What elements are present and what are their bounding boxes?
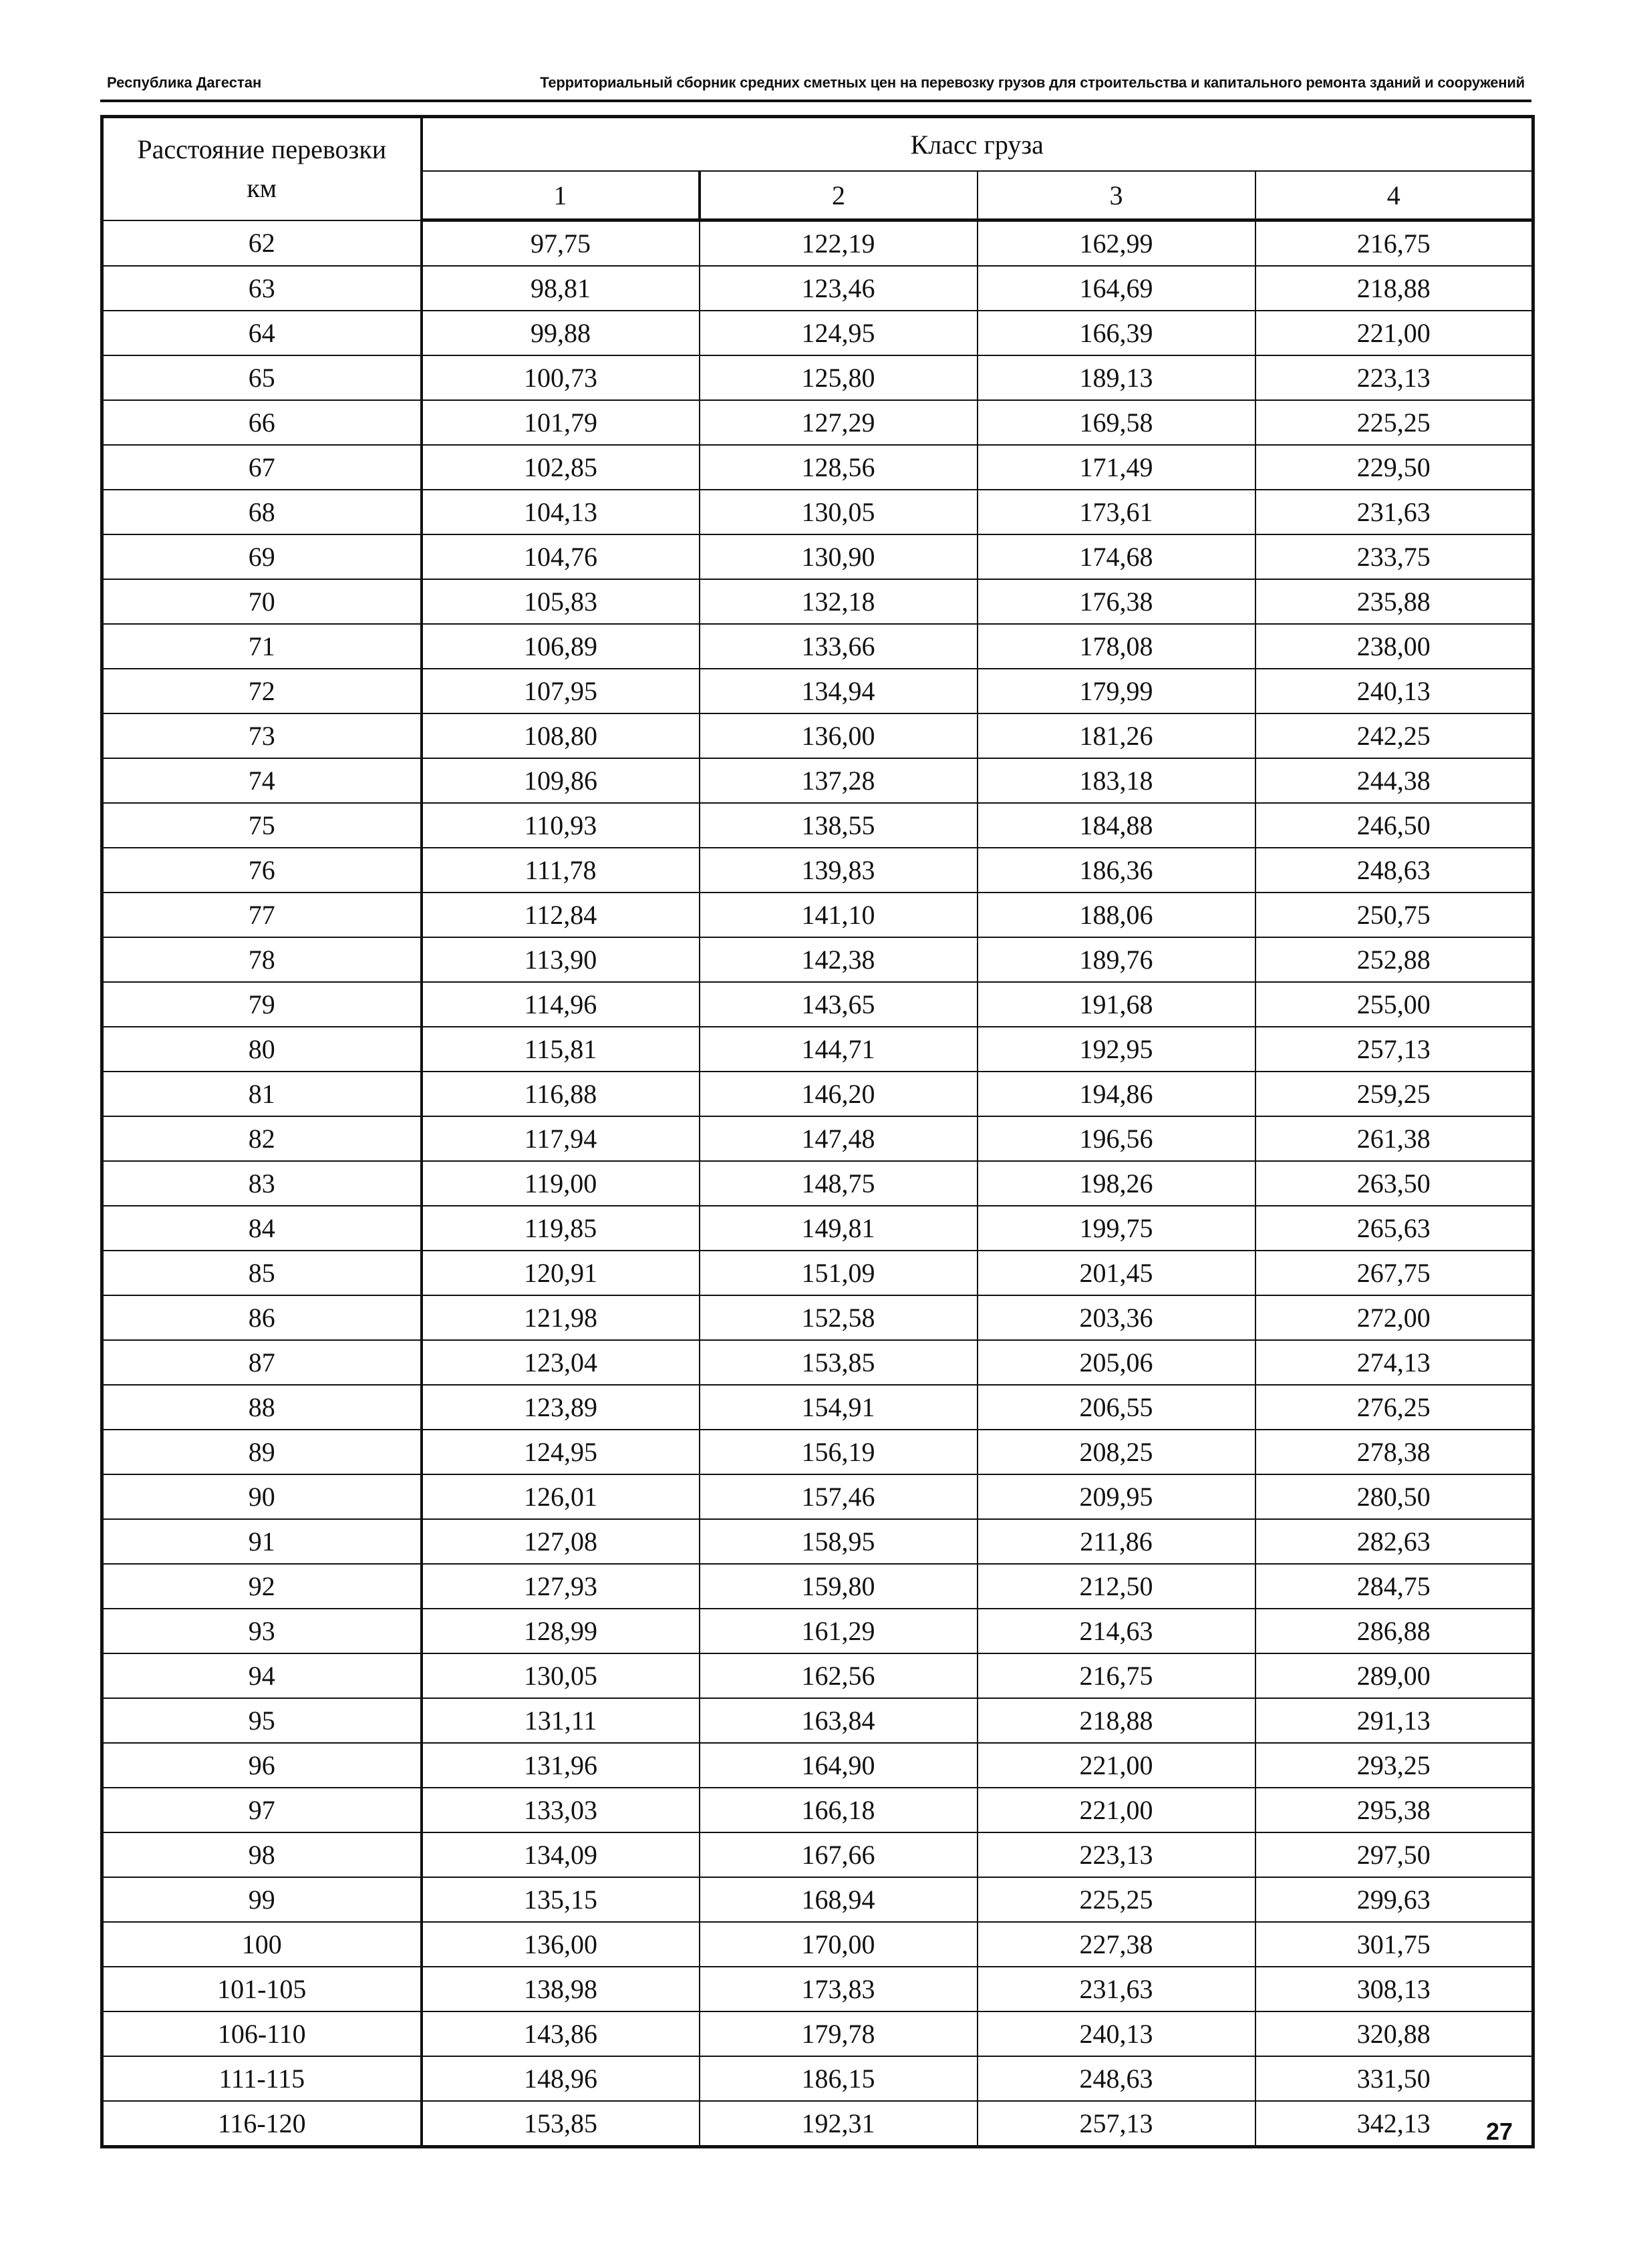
class-1-cell: 119,00 bbox=[422, 1161, 700, 1206]
class-3-cell: 166,39 bbox=[978, 311, 1255, 355]
class-4-cell: 261,38 bbox=[1255, 1116, 1533, 1161]
class-2-cell: 164,90 bbox=[700, 1743, 978, 1788]
class-1-cell: 133,03 bbox=[422, 1788, 700, 1832]
class-1-cell: 106,89 bbox=[422, 624, 700, 669]
distance-cell: 62 bbox=[102, 220, 422, 267]
class-4-cell: 235,88 bbox=[1255, 579, 1533, 624]
distance-cell: 65 bbox=[102, 355, 422, 400]
class-3-cell: 171,49 bbox=[978, 445, 1255, 490]
class-4-cell: 242,25 bbox=[1255, 713, 1533, 758]
class-2-cell: 159,80 bbox=[700, 1564, 978, 1609]
distance-cell: 73 bbox=[102, 713, 422, 758]
class-1-cell: 100,73 bbox=[422, 355, 700, 400]
class-1-cell: 148,96 bbox=[422, 2056, 700, 2101]
class-1-cell: 116,88 bbox=[422, 1072, 700, 1116]
distance-column-header bbox=[102, 117, 422, 220]
table-row bbox=[102, 1832, 1533, 1877]
class-2-cell: 130,90 bbox=[700, 534, 978, 579]
class-4-cell: 218,88 bbox=[1255, 266, 1533, 311]
class-4-cell: 233,75 bbox=[1255, 534, 1533, 579]
class-1-cell: 123,04 bbox=[422, 1340, 700, 1385]
distance-cell: 71 bbox=[102, 624, 422, 669]
table-row bbox=[102, 758, 1533, 803]
distance-cell: 100 bbox=[102, 1922, 422, 1967]
class-1-cell: 114,96 bbox=[422, 982, 700, 1027]
class-3-cell: 231,63 bbox=[978, 1967, 1255, 2011]
class-3-cell: 176,38 bbox=[978, 579, 1255, 624]
class-1-cell: 110,93 bbox=[422, 803, 700, 848]
table-row bbox=[102, 2011, 1533, 2056]
class-4-cell: 225,25 bbox=[1255, 400, 1533, 445]
distance-cell: 70 bbox=[102, 579, 422, 624]
table-row bbox=[102, 1653, 1533, 1698]
table-row bbox=[102, 445, 1533, 490]
distance-cell: 86 bbox=[102, 1295, 422, 1340]
class-2-cell: 148,75 bbox=[700, 1161, 978, 1206]
class-1-cell: 119,85 bbox=[422, 1206, 700, 1251]
class-2-cell: 173,83 bbox=[700, 1967, 978, 2011]
class-4-cell: 280,50 bbox=[1255, 1474, 1533, 1519]
table-row bbox=[102, 1788, 1533, 1832]
class-2-cell: 123,46 bbox=[700, 266, 978, 311]
class-1-cell: 111,78 bbox=[422, 848, 700, 893]
class-4-cell: 216,75 bbox=[1255, 220, 1533, 267]
table-row bbox=[102, 1027, 1533, 1072]
class-3-cell: 221,00 bbox=[978, 1788, 1255, 1832]
distance-cell: 75 bbox=[102, 803, 422, 848]
distance-cell: 99 bbox=[102, 1877, 422, 1922]
table-row bbox=[102, 579, 1533, 624]
class-4-cell: 291,13 bbox=[1255, 1698, 1533, 1743]
distance-cell: 78 bbox=[102, 937, 422, 982]
class-3-cell: 188,06 bbox=[978, 893, 1255, 937]
table-row bbox=[102, 1251, 1533, 1295]
class-2-cell: 141,10 bbox=[700, 893, 978, 937]
class-1-cell: 105,83 bbox=[422, 579, 700, 624]
class-4-cell: 297,50 bbox=[1255, 1832, 1533, 1877]
class-4-cell: 278,38 bbox=[1255, 1430, 1533, 1474]
distance-header-line1: Расстояние перевозки bbox=[137, 134, 387, 164]
class-1-cell: 113,90 bbox=[422, 937, 700, 982]
class-4-cell: 267,75 bbox=[1255, 1251, 1533, 1295]
class-4-cell: 293,25 bbox=[1255, 1743, 1533, 1788]
class-3-cell: 227,38 bbox=[978, 1922, 1255, 1967]
distance-cell: 111-115 bbox=[102, 2056, 422, 2101]
class-3-cell: 218,88 bbox=[978, 1698, 1255, 1743]
class-3-cell: 201,45 bbox=[978, 1251, 1255, 1295]
class-1-cell: 102,85 bbox=[422, 445, 700, 490]
distance-cell: 106-110 bbox=[102, 2011, 422, 2056]
class-2-cell: 192,31 bbox=[700, 2101, 978, 2147]
distance-cell: 69 bbox=[102, 534, 422, 579]
class-2-cell: 147,48 bbox=[700, 1116, 978, 1161]
class-4-cell: 308,13 bbox=[1255, 1967, 1533, 2011]
class-column-header: 1 bbox=[422, 171, 700, 220]
table-row bbox=[102, 713, 1533, 758]
table-row bbox=[102, 937, 1533, 982]
class-2-cell: 122,19 bbox=[700, 220, 978, 267]
class-4-cell: 286,88 bbox=[1255, 1609, 1533, 1653]
distance-cell: 92 bbox=[102, 1564, 422, 1609]
class-1-cell: 104,13 bbox=[422, 490, 700, 534]
class-3-cell: 186,36 bbox=[978, 848, 1255, 893]
distance-cell: 67 bbox=[102, 445, 422, 490]
class-4-cell: 276,25 bbox=[1255, 1385, 1533, 1430]
distance-cell: 79 bbox=[102, 982, 422, 1027]
class-1-cell: 112,84 bbox=[422, 893, 700, 937]
class-3-cell: 183,18 bbox=[978, 758, 1255, 803]
class-3-cell: 179,99 bbox=[978, 669, 1255, 713]
distance-cell: 68 bbox=[102, 490, 422, 534]
class-4-cell: 301,75 bbox=[1255, 1922, 1533, 1967]
distance-cell: 82 bbox=[102, 1116, 422, 1161]
class-2-cell: 124,95 bbox=[700, 311, 978, 355]
running-header bbox=[100, 70, 1531, 102]
distance-cell: 87 bbox=[102, 1340, 422, 1385]
table-row bbox=[102, 1564, 1533, 1609]
table-row bbox=[102, 2101, 1533, 2147]
class-3-cell: 198,26 bbox=[978, 1161, 1255, 1206]
class-1-cell: 97,75 bbox=[422, 220, 700, 267]
class-1-cell: 123,89 bbox=[422, 1385, 700, 1430]
distance-cell: 89 bbox=[102, 1430, 422, 1474]
class-2-cell: 136,00 bbox=[700, 713, 978, 758]
class-3-cell: 178,08 bbox=[978, 624, 1255, 669]
table-row bbox=[102, 1743, 1533, 1788]
class-3-cell: 240,13 bbox=[978, 2011, 1255, 2056]
class-4-cell: 229,50 bbox=[1255, 445, 1533, 490]
class-2-cell: 132,18 bbox=[700, 579, 978, 624]
class-1-cell: 104,76 bbox=[422, 534, 700, 579]
distance-cell: 77 bbox=[102, 893, 422, 937]
class-1-cell: 121,98 bbox=[422, 1295, 700, 1340]
class-column-header: 4 bbox=[1255, 171, 1533, 220]
class-2-cell: 186,15 bbox=[700, 2056, 978, 2101]
class-4-cell: 221,00 bbox=[1255, 311, 1533, 355]
class-3-cell: 199,75 bbox=[978, 1206, 1255, 1251]
class-3-cell: 221,00 bbox=[978, 1743, 1255, 1788]
class-3-cell: 216,75 bbox=[978, 1653, 1255, 1698]
class-3-cell: 184,88 bbox=[978, 803, 1255, 848]
class-2-cell: 149,81 bbox=[700, 1206, 978, 1251]
distance-cell: 63 bbox=[102, 266, 422, 311]
class-2-cell: 168,94 bbox=[700, 1877, 978, 1922]
table-row bbox=[102, 1430, 1533, 1474]
class-4-cell: 250,75 bbox=[1255, 893, 1533, 937]
table-row bbox=[102, 1295, 1533, 1340]
table-row bbox=[102, 1116, 1533, 1161]
distance-cell: 64 bbox=[102, 311, 422, 355]
class-4-cell: 289,00 bbox=[1255, 1653, 1533, 1698]
class-3-cell: 162,99 bbox=[978, 220, 1255, 267]
class-1-cell: 117,94 bbox=[422, 1116, 700, 1161]
table-row bbox=[102, 534, 1533, 579]
class-4-cell: 248,63 bbox=[1255, 848, 1533, 893]
table-row bbox=[102, 1877, 1533, 1922]
class-3-cell: 169,58 bbox=[978, 400, 1255, 445]
class-4-cell: 246,50 bbox=[1255, 803, 1533, 848]
class-2-cell: 144,71 bbox=[700, 1027, 978, 1072]
distance-cell: 101-105 bbox=[102, 1967, 422, 2011]
class-4-cell: 299,63 bbox=[1255, 1877, 1533, 1922]
class-2-cell: 158,95 bbox=[700, 1519, 978, 1564]
distance-cell: 96 bbox=[102, 1743, 422, 1788]
table-row bbox=[102, 982, 1533, 1027]
distance-cell: 72 bbox=[102, 669, 422, 713]
class-4-cell: 231,63 bbox=[1255, 490, 1533, 534]
class-3-cell: 189,13 bbox=[978, 355, 1255, 400]
class-4-cell: 238,00 bbox=[1255, 624, 1533, 669]
class-2-cell: 139,83 bbox=[700, 848, 978, 893]
class-4-cell: 223,13 bbox=[1255, 355, 1533, 400]
class-2-cell: 128,56 bbox=[700, 445, 978, 490]
class-2-cell: 163,84 bbox=[700, 1698, 978, 1743]
class-2-cell: 138,55 bbox=[700, 803, 978, 848]
table-row bbox=[102, 2056, 1533, 2101]
class-3-cell: 212,50 bbox=[978, 1564, 1255, 1609]
table-row bbox=[102, 803, 1533, 848]
table-row bbox=[102, 355, 1533, 400]
class-2-cell: 157,46 bbox=[700, 1474, 978, 1519]
class-2-cell: 130,05 bbox=[700, 490, 978, 534]
class-1-cell: 127,93 bbox=[422, 1564, 700, 1609]
class-1-cell: 127,08 bbox=[422, 1519, 700, 1564]
class-group-header: Класс груза bbox=[422, 117, 1533, 172]
distance-cell: 93 bbox=[102, 1609, 422, 1653]
table-row bbox=[102, 1698, 1533, 1743]
class-3-cell: 214,63 bbox=[978, 1609, 1255, 1653]
distance-cell: 90 bbox=[102, 1474, 422, 1519]
class-1-cell: 107,95 bbox=[422, 669, 700, 713]
class-3-cell: 223,13 bbox=[978, 1832, 1255, 1877]
class-3-cell: 174,68 bbox=[978, 534, 1255, 579]
class-3-cell: 194,86 bbox=[978, 1072, 1255, 1116]
class-2-cell: 146,20 bbox=[700, 1072, 978, 1116]
class-2-cell: 166,18 bbox=[700, 1788, 978, 1832]
class-3-cell: 191,68 bbox=[978, 982, 1255, 1027]
class-3-cell: 248,63 bbox=[978, 2056, 1255, 2101]
class-4-cell: 259,25 bbox=[1255, 1072, 1533, 1116]
class-3-cell: 208,25 bbox=[978, 1430, 1255, 1474]
class-4-cell: 274,13 bbox=[1255, 1340, 1533, 1385]
class-3-cell: 164,69 bbox=[978, 266, 1255, 311]
class-1-cell: 108,80 bbox=[422, 713, 700, 758]
class-4-cell: 295,38 bbox=[1255, 1788, 1533, 1832]
distance-cell: 80 bbox=[102, 1027, 422, 1072]
class-2-cell: 179,78 bbox=[700, 2011, 978, 2056]
class-2-cell: 134,94 bbox=[700, 669, 978, 713]
class-2-cell: 143,65 bbox=[700, 982, 978, 1027]
table-row bbox=[102, 893, 1533, 937]
class-4-cell: 272,00 bbox=[1255, 1295, 1533, 1340]
class-1-cell: 138,98 bbox=[422, 1967, 700, 2011]
class-2-cell: 133,66 bbox=[700, 624, 978, 669]
class-1-cell: 136,00 bbox=[422, 1922, 700, 1967]
class-3-cell: 205,06 bbox=[978, 1340, 1255, 1385]
class-3-cell: 225,25 bbox=[978, 1877, 1255, 1922]
class-1-cell: 128,99 bbox=[422, 1609, 700, 1653]
class-3-cell: 196,56 bbox=[978, 1116, 1255, 1161]
distance-cell: 84 bbox=[102, 1206, 422, 1251]
class-4-cell: 255,00 bbox=[1255, 982, 1533, 1027]
table-row bbox=[102, 1385, 1533, 1430]
class-1-cell: 98,81 bbox=[422, 266, 700, 311]
class-2-cell: 153,85 bbox=[700, 1340, 978, 1385]
class-1-cell: 101,79 bbox=[422, 400, 700, 445]
class-3-cell: 209,95 bbox=[978, 1474, 1255, 1519]
class-1-cell: 124,95 bbox=[422, 1430, 700, 1474]
table-row bbox=[102, 490, 1533, 534]
class-3-cell: 206,55 bbox=[978, 1385, 1255, 1430]
page-number: 27 bbox=[1486, 2118, 1513, 2145]
distance-cell: 98 bbox=[102, 1832, 422, 1877]
class-1-cell: 131,96 bbox=[422, 1743, 700, 1788]
distance-cell: 116-120 bbox=[102, 2101, 422, 2147]
class-2-cell: 156,19 bbox=[700, 1430, 978, 1474]
class-column-header: 3 bbox=[978, 171, 1255, 220]
class-1-cell: 109,86 bbox=[422, 758, 700, 803]
class-1-cell: 134,09 bbox=[422, 1832, 700, 1877]
header-region: Республика Дагестан bbox=[107, 74, 262, 91]
distance-cell: 95 bbox=[102, 1698, 422, 1743]
table-row bbox=[102, 848, 1533, 893]
class-4-cell: 331,50 bbox=[1255, 2056, 1533, 2101]
distance-cell: 81 bbox=[102, 1072, 422, 1116]
table-header bbox=[102, 117, 1533, 220]
class-1-cell: 153,85 bbox=[422, 2101, 700, 2147]
class-2-cell: 161,29 bbox=[700, 1609, 978, 1653]
class-2-cell: 167,66 bbox=[700, 1832, 978, 1877]
table-row bbox=[102, 400, 1533, 445]
distance-cell: 94 bbox=[102, 1653, 422, 1698]
table-row bbox=[102, 1922, 1533, 1967]
distance-cell: 83 bbox=[102, 1161, 422, 1206]
class-3-cell: 211,86 bbox=[978, 1519, 1255, 1564]
distance-header-line2: км bbox=[247, 172, 277, 203]
class-4-cell: 342,13 bbox=[1255, 2101, 1533, 2147]
table-body bbox=[102, 220, 1533, 2147]
class-1-cell: 131,11 bbox=[422, 1698, 700, 1743]
distance-cell: 76 bbox=[102, 848, 422, 893]
distance-cell: 97 bbox=[102, 1788, 422, 1832]
distance-cell: 88 bbox=[102, 1385, 422, 1430]
class-4-cell: 263,50 bbox=[1255, 1161, 1533, 1206]
class-4-cell: 244,38 bbox=[1255, 758, 1533, 803]
table-row bbox=[102, 624, 1533, 669]
class-2-cell: 137,28 bbox=[700, 758, 978, 803]
table-row bbox=[102, 1967, 1533, 2011]
class-4-cell: 257,13 bbox=[1255, 1027, 1533, 1072]
table-row bbox=[102, 1609, 1533, 1653]
class-4-cell: 252,88 bbox=[1255, 937, 1533, 982]
freight-rate-table bbox=[100, 115, 1535, 2148]
table-row bbox=[102, 266, 1533, 311]
class-2-cell: 154,91 bbox=[700, 1385, 978, 1430]
class-3-cell: 189,76 bbox=[978, 937, 1255, 982]
class-2-cell: 125,80 bbox=[700, 355, 978, 400]
class-1-cell: 130,05 bbox=[422, 1653, 700, 1698]
class-1-cell: 99,88 bbox=[422, 311, 700, 355]
table-row bbox=[102, 1072, 1533, 1116]
class-3-cell: 203,36 bbox=[978, 1295, 1255, 1340]
distance-cell: 91 bbox=[102, 1519, 422, 1564]
class-2-cell: 151,09 bbox=[700, 1251, 978, 1295]
class-1-cell: 126,01 bbox=[422, 1474, 700, 1519]
class-4-cell: 265,63 bbox=[1255, 1206, 1533, 1251]
class-column-header: 2 bbox=[700, 171, 978, 220]
table-row bbox=[102, 1161, 1533, 1206]
class-2-cell: 152,58 bbox=[700, 1295, 978, 1340]
table-row bbox=[102, 1519, 1533, 1564]
class-2-cell: 142,38 bbox=[700, 937, 978, 982]
table-row bbox=[102, 669, 1533, 713]
class-4-cell: 282,63 bbox=[1255, 1519, 1533, 1564]
class-2-cell: 170,00 bbox=[700, 1922, 978, 1967]
distance-cell: 74 bbox=[102, 758, 422, 803]
header-title: Территориальный сборник средних сметных цен на перевозку грузов для строительства и капитального ремонта зданий и сооружений bbox=[540, 74, 1525, 91]
class-1-cell: 135,15 bbox=[422, 1877, 700, 1922]
class-1-cell: 120,91 bbox=[422, 1251, 700, 1295]
header-row-main bbox=[102, 117, 1533, 172]
class-4-cell: 320,88 bbox=[1255, 2011, 1533, 2056]
class-4-cell: 284,75 bbox=[1255, 1564, 1533, 1609]
table-row bbox=[102, 311, 1533, 355]
class-3-cell: 181,26 bbox=[978, 713, 1255, 758]
table-row bbox=[102, 1340, 1533, 1385]
class-1-cell: 143,86 bbox=[422, 2011, 700, 2056]
class-3-cell: 192,95 bbox=[978, 1027, 1255, 1072]
class-1-cell: 115,81 bbox=[422, 1027, 700, 1072]
class-2-cell: 162,56 bbox=[700, 1653, 978, 1698]
table-row bbox=[102, 1206, 1533, 1251]
class-3-cell: 257,13 bbox=[978, 2101, 1255, 2147]
table-row bbox=[102, 220, 1533, 267]
class-3-cell: 173,61 bbox=[978, 490, 1255, 534]
class-4-cell: 240,13 bbox=[1255, 669, 1533, 713]
distance-cell: 66 bbox=[102, 400, 422, 445]
class-2-cell: 127,29 bbox=[700, 400, 978, 445]
distance-cell: 85 bbox=[102, 1251, 422, 1295]
table-row bbox=[102, 1474, 1533, 1519]
